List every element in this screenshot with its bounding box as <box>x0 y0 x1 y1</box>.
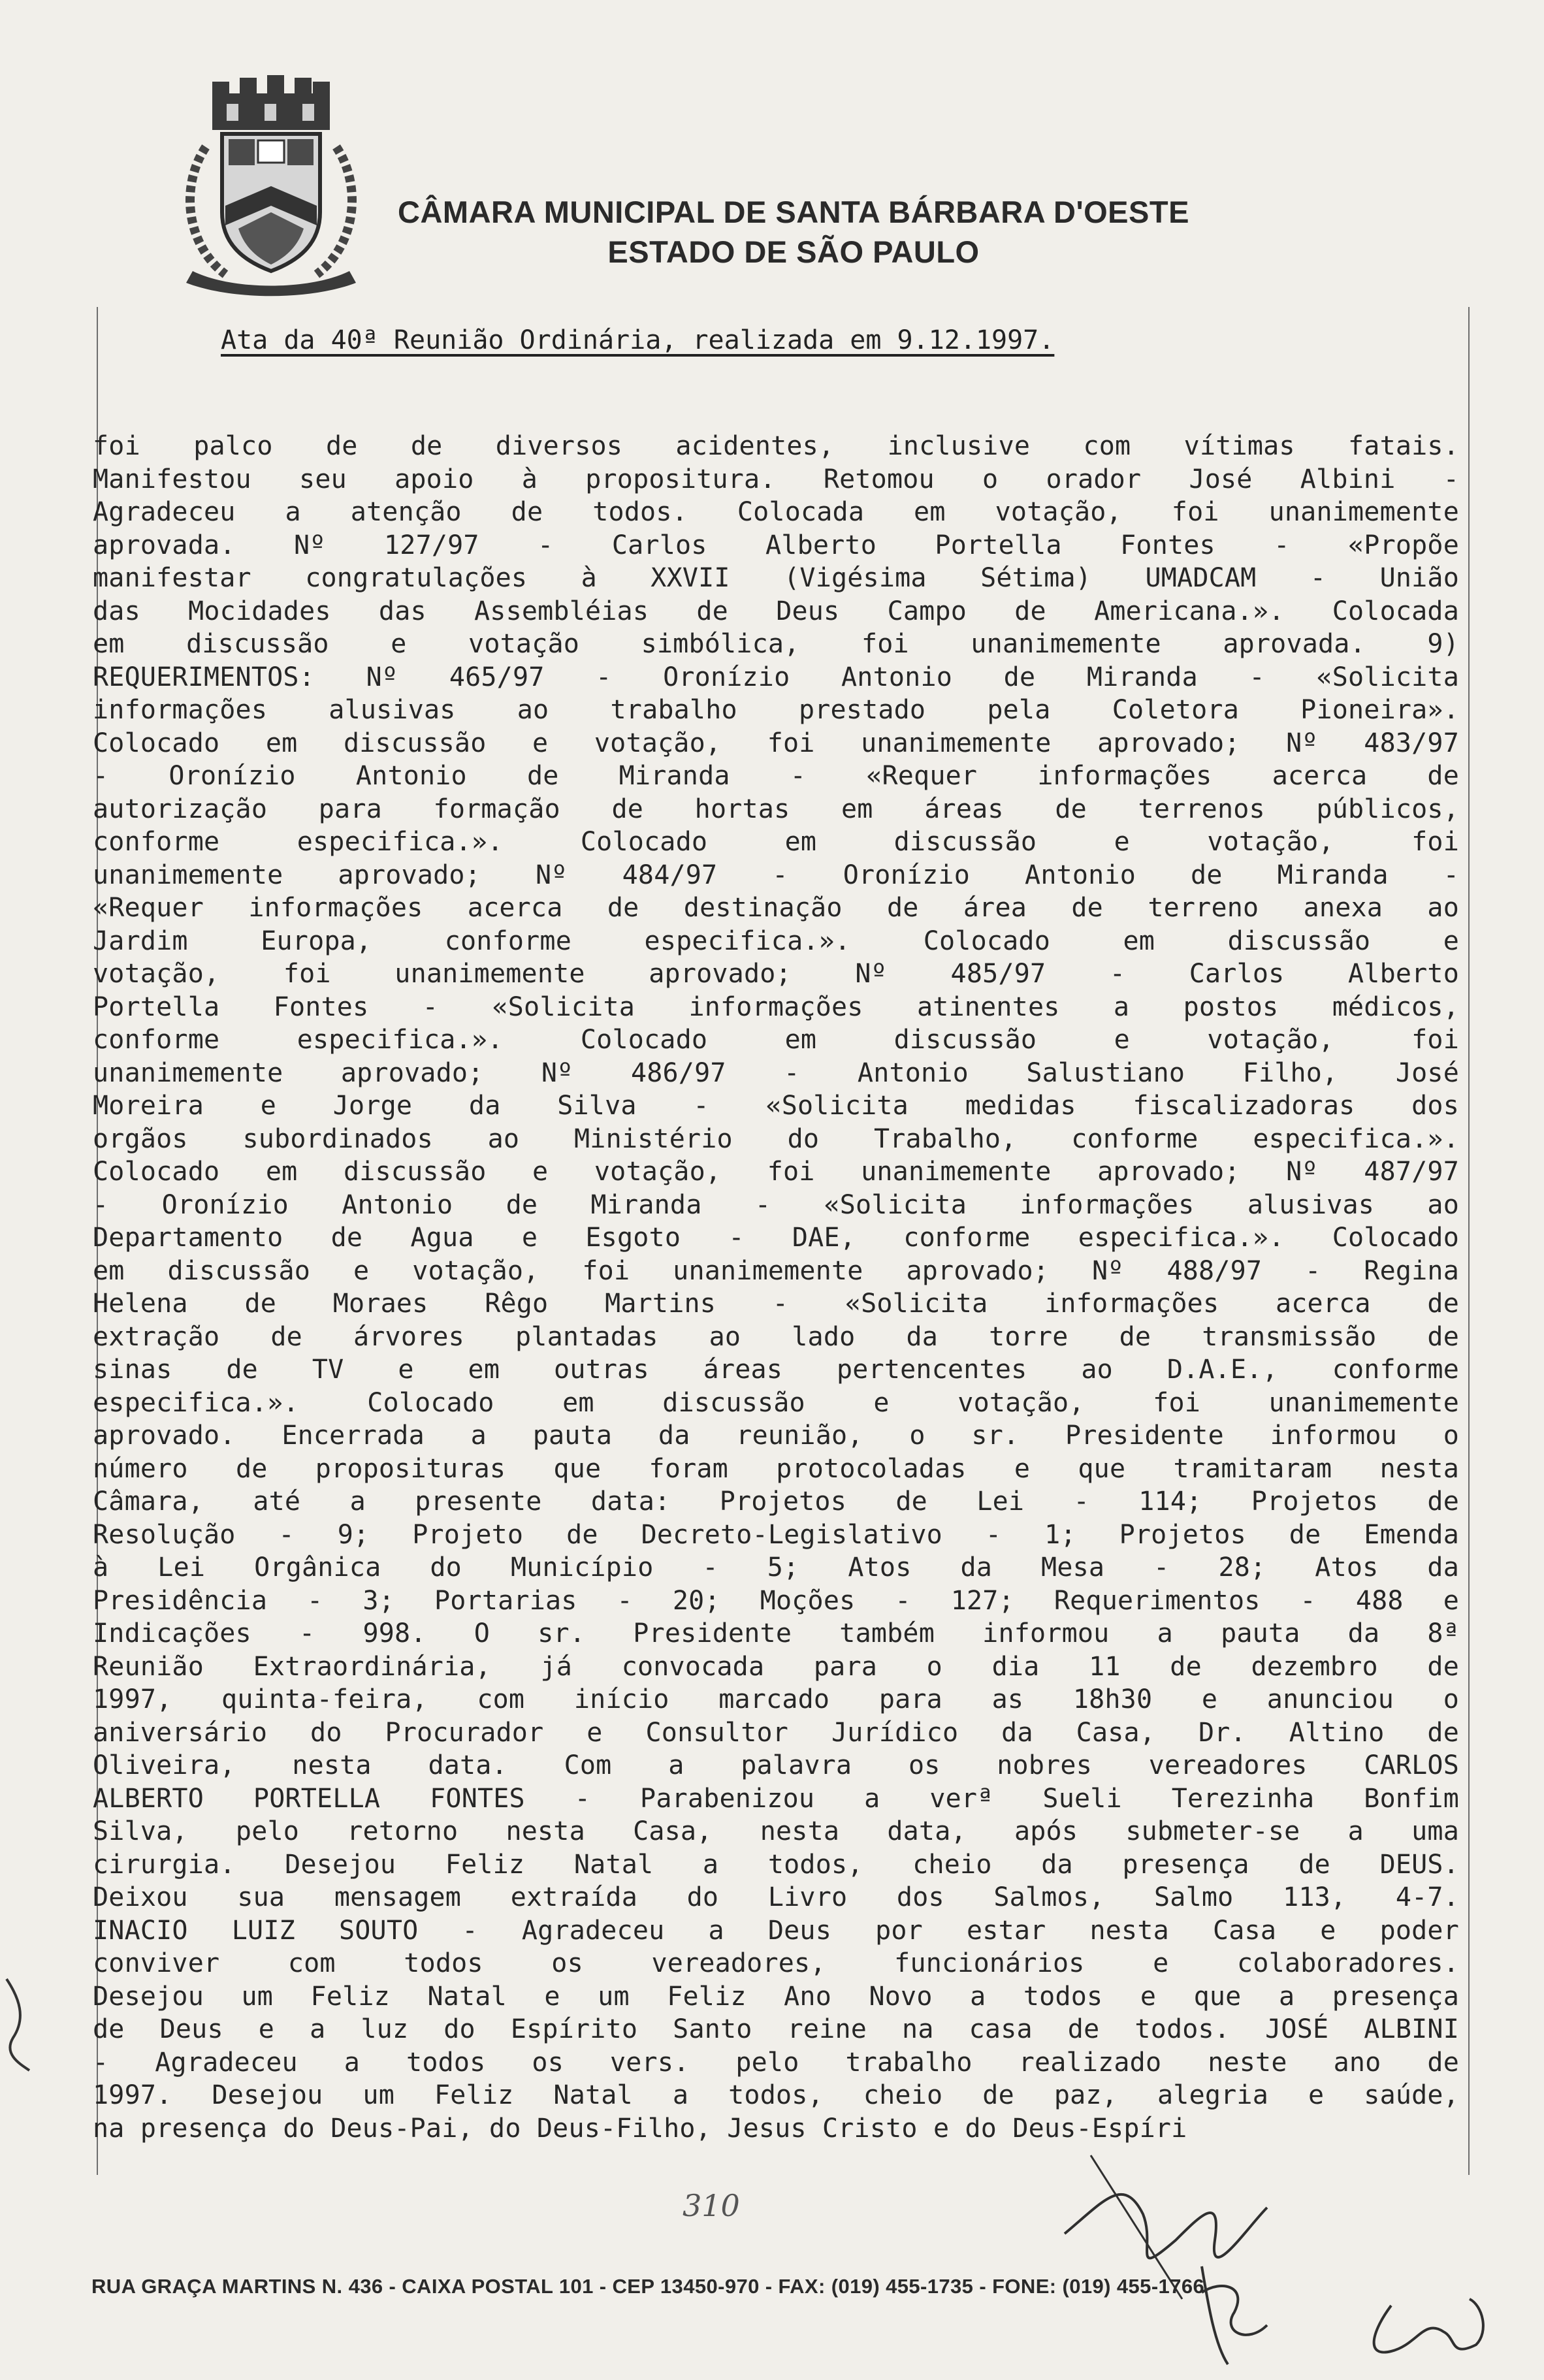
body-line: Silva, pelo retorno nesta Casa, nesta data, após submeter-se a uma <box>93 1816 1459 1846</box>
body-line: Agradeceu a atenção de todos. Colocada em votação, foi unanimemente <box>93 497 1459 527</box>
body-line: Portella Fontes - «Solicita informações atinentes a postos médicos, <box>93 991 1459 1022</box>
body-line: Manifestou seu apoio à propositura. Retomou o orador José Albini - <box>93 464 1459 494</box>
body-line: foi palco de de diversos acidentes, inclusive com vítimas fatais. <box>93 431 1459 461</box>
body-line: Moreira e Jorge da Silva - «Solicita medidas fiscalizadoras dos <box>93 1091 1459 1121</box>
org-state: ESTADO DE SÃO PAULO <box>607 234 980 269</box>
body-line: aniversário do Procurador e Consultor Jurídico da Casa, Dr. Altino de <box>93 1717 1459 1748</box>
body-line: cirurgia. Desejou Feliz Natal a todos, cheio da presença de DEUS. <box>93 1849 1459 1880</box>
body-line: aprovado. Encerrada a pauta da reunião, o sr. Presidente informou o <box>93 1421 1459 1451</box>
body-line: manifestar congratulações à XXVII (Vigésima Sétima) UMADCAM - União <box>93 563 1459 593</box>
minutes-body <box>93 430 1459 2145</box>
body-line: em discussão e votação simbólica, foi unanimemente aprovada. 9) <box>93 629 1459 659</box>
body-line: - Agradeceu a todos os vers. pelo trabalho realizado neste ano de <box>93 2047 1459 2078</box>
body-line: Colocado em discussão e votação, foi unanimemente aprovado; Nº 487/97 <box>93 1157 1459 1187</box>
body-line: sinas de TV e em outras áreas pertencentes ao D.A.E., conforme <box>93 1355 1459 1385</box>
org-name: CÂMARA MUNICIPAL DE SANTA BÁRBARA D'OESTE <box>398 195 1189 229</box>
body-line: unanimemente aprovado; Nº 486/97 - Antonio Salustiano Filho, José <box>93 1057 1459 1088</box>
document-title: Ata da 40ª Reunião Ordinária, realizada em 9.12.1997. <box>221 325 1055 355</box>
body-line: extração de árvores plantadas ao lado da torre de transmissão de <box>93 1321 1459 1352</box>
body-line: Helena de Moraes Rêgo Martins - «Solicita informações acerca de <box>93 1289 1459 1319</box>
body-line: Oliveira, nesta data. Com a palavra os nobres vereadores CARLOS <box>93 1750 1459 1780</box>
body-line: na presença do Deus-Pai, do Deus-Filho, Jesus Cristo e do Deus-Espíri <box>93 2113 1187 2144</box>
body-line: - Oronízio Antonio de Miranda - «Solicita informações alusivas ao <box>93 1189 1459 1220</box>
body-line: das Mocidades das Assembléias de Deus Campo de Americana.». Colocada <box>93 596 1459 626</box>
handwritten-signatures <box>1052 2136 1496 2377</box>
municipal-coat-of-arms <box>167 75 376 300</box>
body-line: em discussão e votação, foi unanimemente aprovado; Nº 488/97 - Regina <box>93 1255 1459 1286</box>
body-line: 1997. Desejou um Feliz Natal a todos, cheio de paz, alegria e saúde, <box>93 2080 1459 2110</box>
body-line: conviver com todos os vereadores, funcionários e colaboradores. <box>93 1948 1459 1978</box>
address-footer: RUA GRAÇA MARTINS N. 436 - CAIXA POSTAL 101 - CEP 13450-970 - FAX: (019) 455-1735 - FONE: (019) 455-1766 <box>91 2275 1205 2298</box>
body-line: de Deus e a luz do Espírito Santo reine na casa de todos. JOSÉ ALBINI <box>93 2014 1459 2044</box>
body-line: Jardim Europa, conforme especifica.». Colocado em discussão e <box>93 925 1459 956</box>
body-line: Indicações - 998. O sr. Presidente também informou a pauta da 8ª <box>93 1618 1459 1648</box>
body-line: Presidência - 3; Portarias - 20; Moções - 127; Requerimentos - 488 e <box>93 1585 1459 1616</box>
body-line: INACIO LUIZ SOUTO - Agradeceu a Deus por estar nesta Casa e poder <box>93 1915 1459 1946</box>
body-line: Câmara, até a presente data: Projetos de Lei - 114; Projetos de <box>93 1487 1459 1517</box>
body-line: unanimemente aprovado; Nº 484/97 - Oronízio Antonio de Miranda - <box>93 860 1459 890</box>
body-line: autorização para formação de hortas em áreas de terrenos públicos, <box>93 794 1459 824</box>
body-line: «Requer informações acerca de destinação de área de terreno anexa ao <box>93 893 1459 923</box>
body-line: - Oronízio Antonio de Miranda - «Requer informações acerca de <box>93 761 1459 791</box>
body-line: Desejou um Feliz Natal e um Feliz Ano Novo a todos e que a presença <box>93 1981 1459 2012</box>
margin-initials <box>0 1972 39 2077</box>
body-line: conforme especifica.». Colocado em discussão e votação, foi <box>93 827 1459 857</box>
right-margin-rule <box>1468 307 1470 2175</box>
body-line: Departamento de Agua e Esgoto - DAE, conforme especifica.». Colocado <box>93 1223 1459 1253</box>
body-line: informações alusivas ao trabalho prestado pela Coletora Pioneira». <box>93 695 1459 725</box>
body-line: aprovada. Nº 127/97 - Carlos Alberto Portella Fontes - «Propõe <box>93 530 1459 560</box>
page-folio-number: 310 <box>683 2188 740 2223</box>
body-line: número de proposituras que foram protocoladas e que tramitaram nesta <box>93 1453 1459 1484</box>
body-line: ALBERTO PORTELLA FONTES - Parabenizou a verª Sueli Terezinha Bonfim <box>93 1783 1459 1814</box>
body-line: conforme especifica.». Colocado em discussão e votação, foi <box>93 1025 1459 1055</box>
body-line: votação, foi unanimemente aprovado; Nº 485/97 - Carlos Alberto <box>93 959 1459 989</box>
body-line: Reunião Extraordinária, já convocada para o dia 11 de dezembro de <box>93 1651 1459 1682</box>
body-line: especifica.». Colocado em discussão e votação, foi unanimemente <box>93 1387 1459 1418</box>
body-line: REQUERIMENTOS: Nº 465/97 - Oronízio Antonio de Miranda - «Solicita <box>93 662 1459 692</box>
body-line: à Lei Orgânica do Município - 5; Atos da Mesa - 28; Atos da <box>93 1552 1459 1583</box>
body-line: 1997, quinta-feira, com início marcado para as 18h30 e anunciou o <box>93 1684 1459 1714</box>
body-line: orgãos subordinados ao Ministério do Trabalho, conforme especifica.». <box>93 1123 1459 1154</box>
body-line: Colocado em discussão e votação, foi unanimemente aprovado; Nº 483/97 <box>93 728 1459 758</box>
body-line: Deixou sua mensagem extraída do Livro dos Salmos, Salmo 113, 4-7. <box>93 1882 1459 1912</box>
body-line: Resolução - 9; Projeto de Decreto-Legislativo - 1; Projetos de Emenda <box>93 1519 1459 1550</box>
